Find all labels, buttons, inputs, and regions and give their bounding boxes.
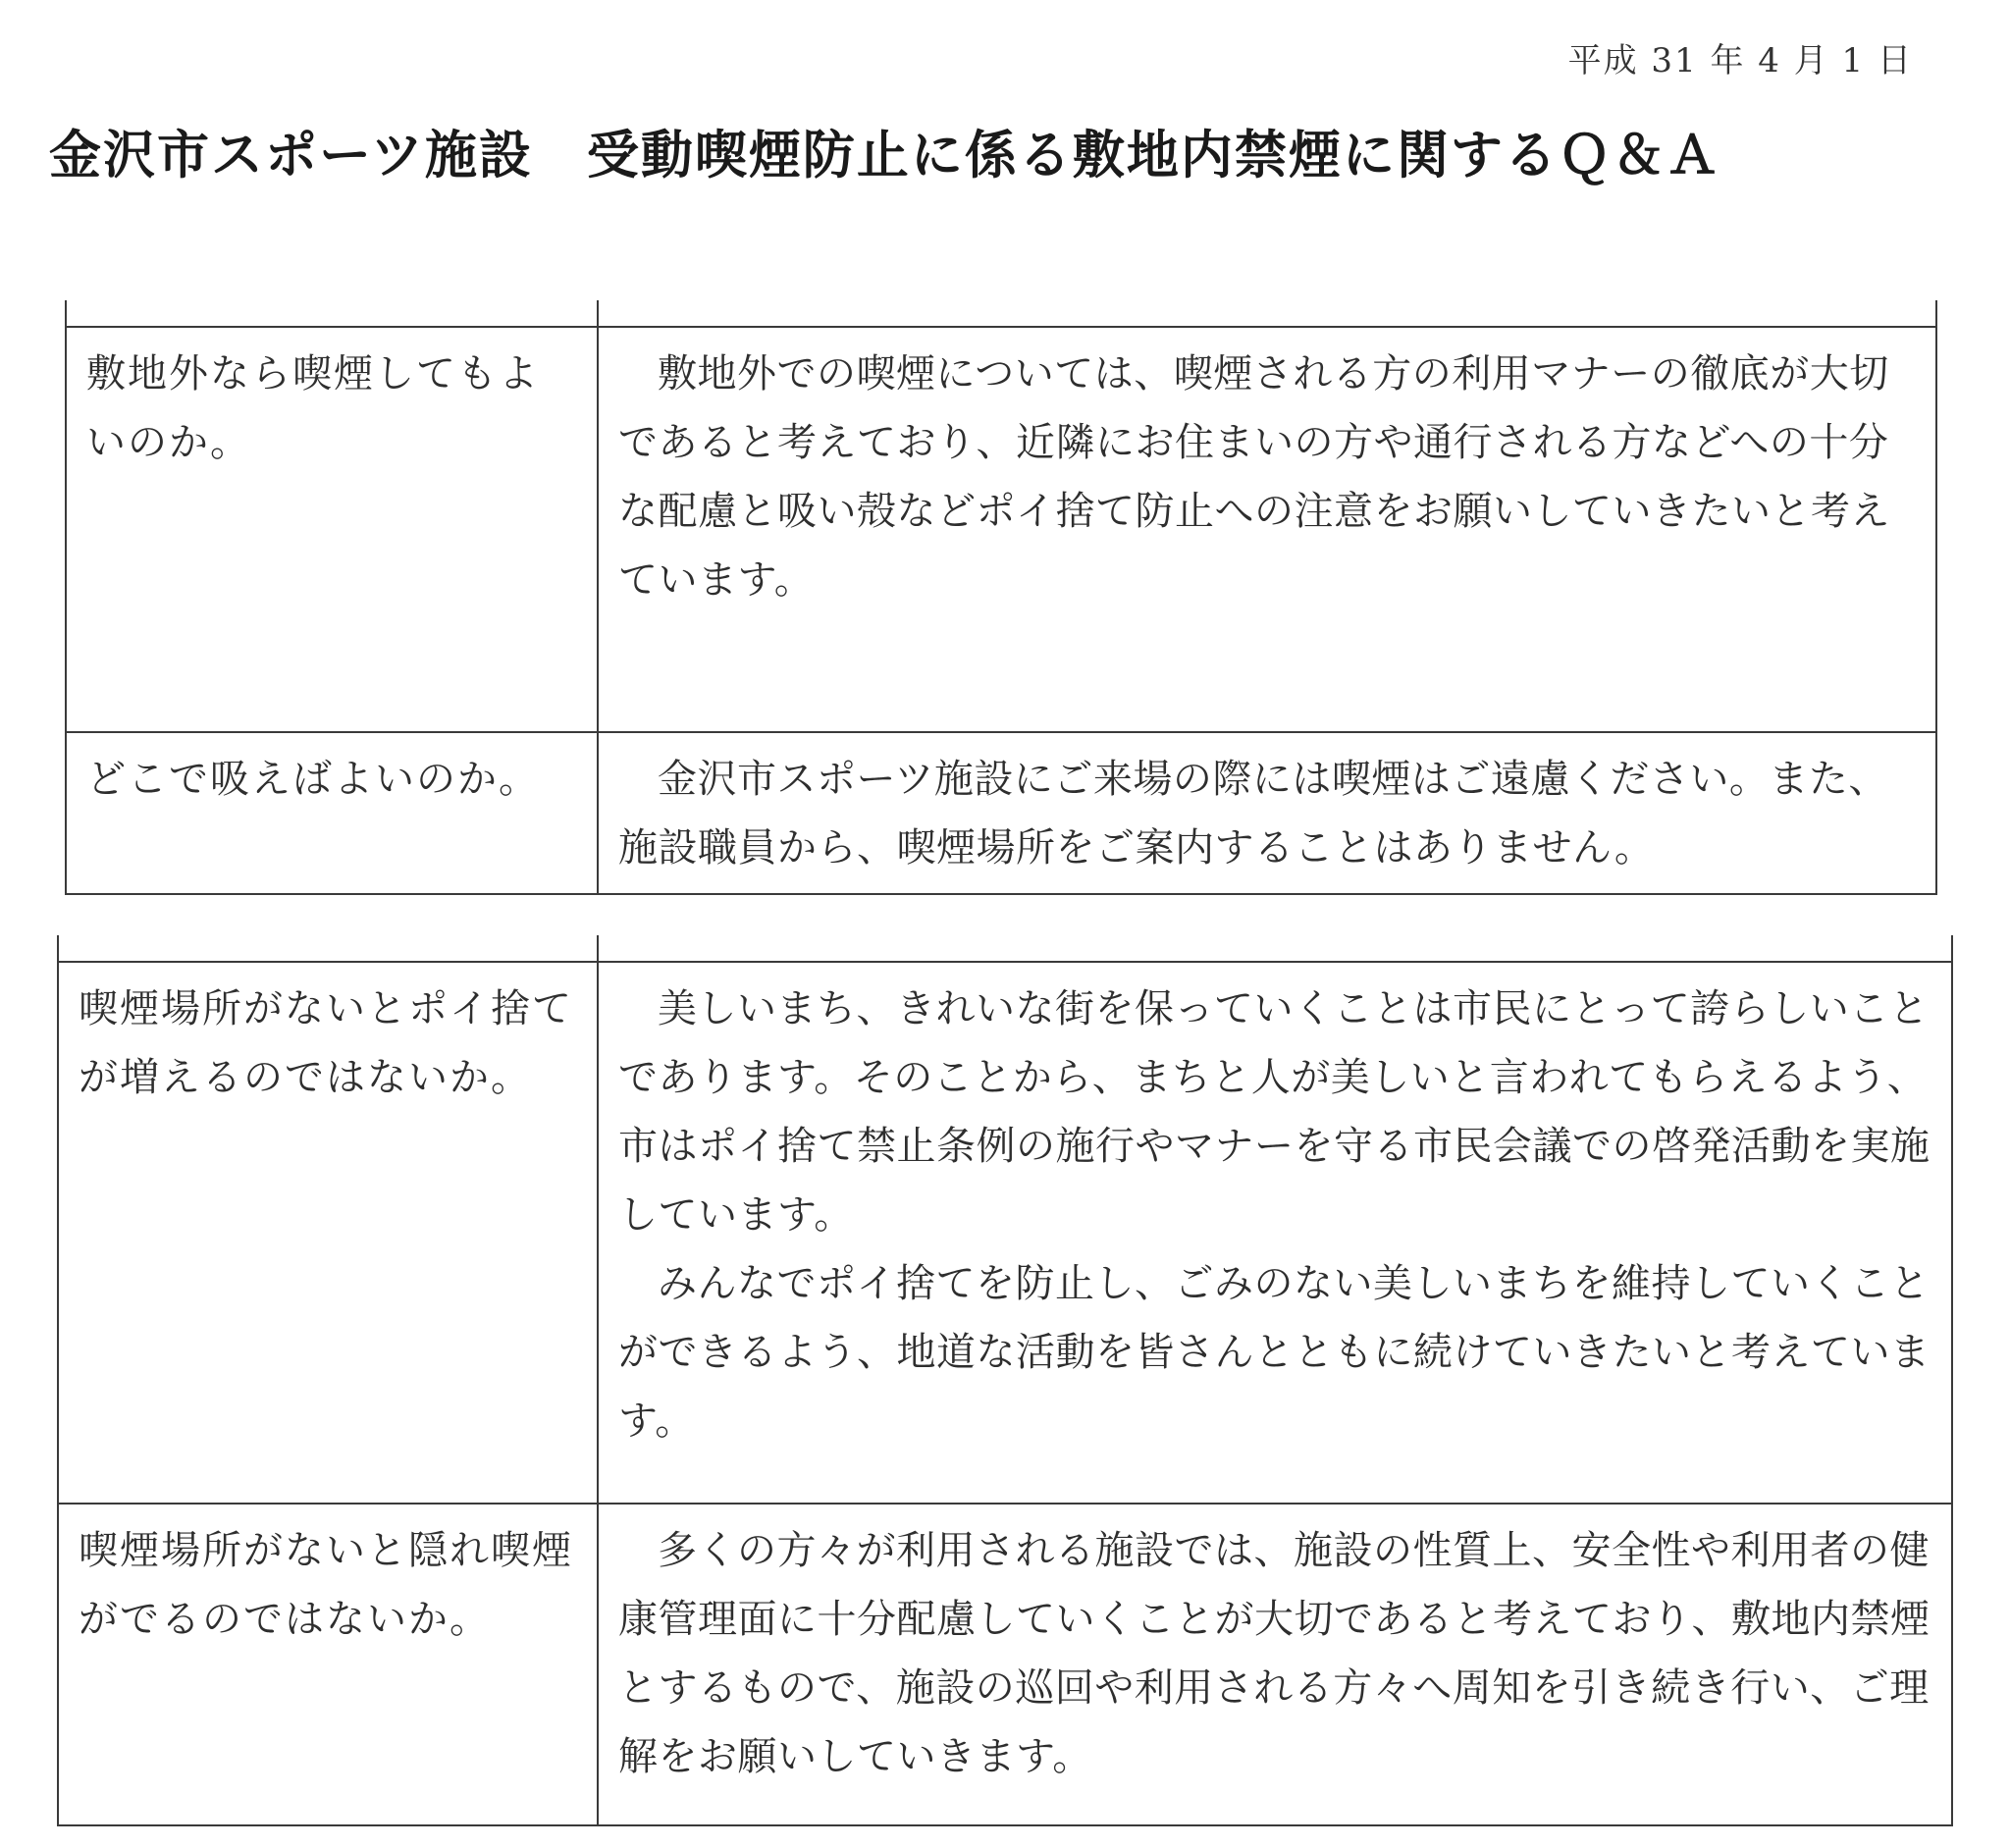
stub-cell xyxy=(598,300,1936,327)
answer-paragraph: 美しいまち、きれいな街を保っていくことは市民にとって誇らしいことであります。そのことから、まちと人が美しいと言われてもらえるよう、市はポイ捨て禁止条例の施行やマナーを守る市民会議での啓発活動を実施しています。 xyxy=(618,986,1931,1238)
qa-row xyxy=(66,327,1936,732)
answer-cell xyxy=(598,962,1952,1504)
qa-table-2 xyxy=(57,935,1953,1826)
document-title: 金沢市スポーツ施設 受動喫煙防止に係る敷地内禁煙に関するＱ＆Ａ xyxy=(49,126,1720,185)
answer-cell xyxy=(598,327,1936,732)
qa-table-1 xyxy=(65,300,1937,895)
question-cell: どこで吸えばよいのか。 xyxy=(66,732,598,894)
answer-paragraph: みんなでポイ捨てを防止し、ごみのない美しいまちを維持していくことができるよう、地道な活動を皆さんとともに続けていきたいと考えています。 xyxy=(618,1261,1931,1444)
answer-cell xyxy=(598,1504,1952,1825)
answer-paragraph: 多くの方々が利用される施設では、施設の性質上、安全性や利用者の健康管理面に十分配慮していくことが大切であると考えており、敷地内禁煙とするもので、施設の巡回や利用される方々へ周知を引き続き行い、ご理解をお願いしていきます。 xyxy=(618,1528,1931,1779)
answer-paragraph: 敷地外での喫煙については、喫煙される方の利用マナーの徹底が大切であると考えており、近隣にお住まいの方や通行される方などへの十分な配慮と吸い殻などポイ捨て防止への注意をお願いしていきたいと考えています。 xyxy=(618,351,1890,603)
document-date: 平成 31 年 4 月 1 日 xyxy=(1567,41,1913,80)
stub-cell xyxy=(58,935,598,962)
question-cell: 敷地外なら喫煙してもよいのか。 xyxy=(66,327,598,732)
stub-cell xyxy=(66,300,598,327)
question-cell: 喫煙場所がないと隠れ喫煙がでるのではないか。 xyxy=(58,1504,598,1825)
qa-row xyxy=(58,1504,1952,1825)
qa-row xyxy=(58,962,1952,1504)
table-stub-row xyxy=(66,300,1936,327)
answer-cell xyxy=(598,732,1936,894)
question-cell: 喫煙場所がないとポイ捨てが増えるのではないか。 xyxy=(58,962,598,1504)
answer-paragraph: 金沢市スポーツ施設にご来場の際には喫煙はご遠慮ください。また、施設職員から、喫煙場所をご案内することはありません。 xyxy=(618,757,1888,871)
stub-cell xyxy=(598,935,1952,962)
table-stub-row xyxy=(58,935,1952,962)
qa-row xyxy=(66,732,1936,894)
